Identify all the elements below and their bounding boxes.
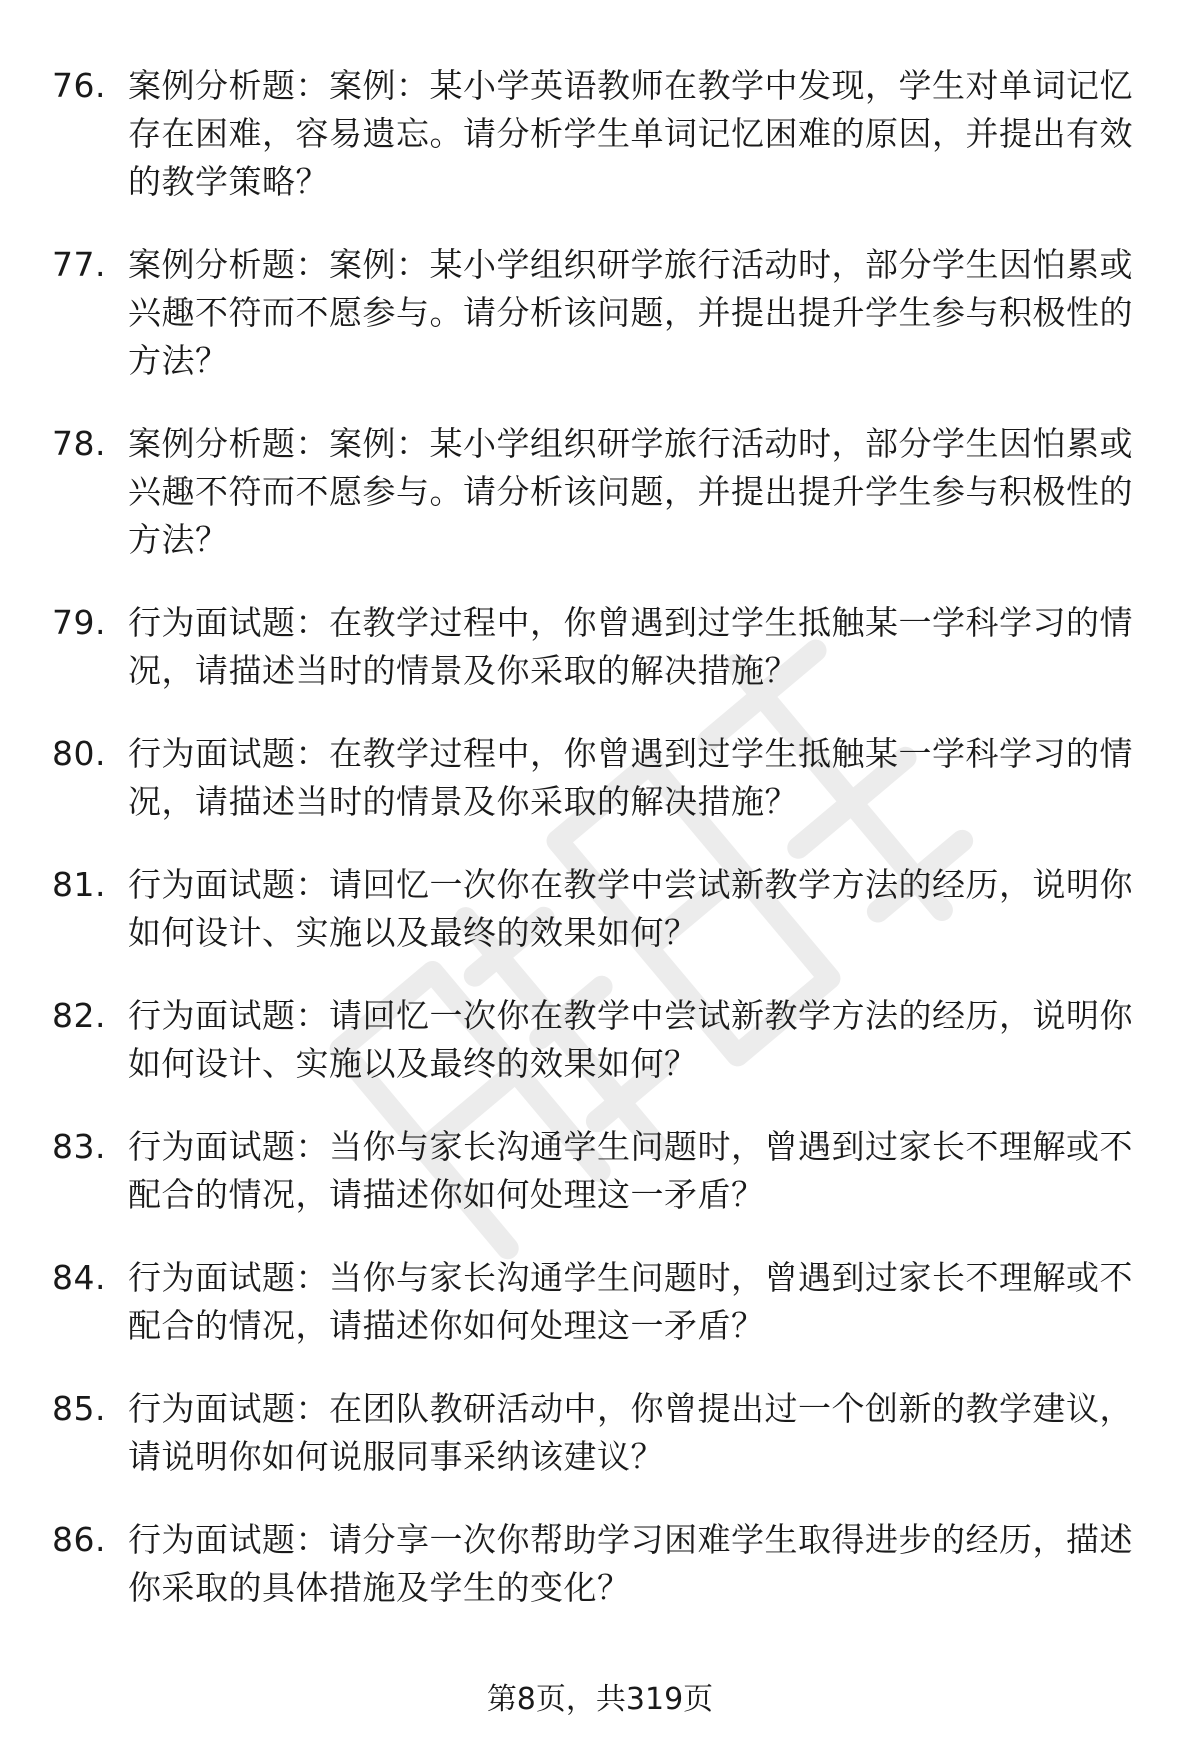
question-number: 85. — [52, 1389, 106, 1428]
question-item — [52, 1254, 1142, 1350]
question-text: 行为面试题：在教学过程中，你曾遇到过学生抵触某一学科学习的情况，请描述当时的情景及你采取的解决措施？ — [128, 603, 1133, 690]
question-number: 86. — [52, 1520, 106, 1559]
question-item — [52, 1516, 1142, 1612]
page-footer: 第8页，共319页 — [486, 1682, 714, 1717]
question-number: 82. — [52, 996, 106, 1035]
question-number: 81. — [52, 865, 106, 904]
question-item — [52, 992, 1142, 1088]
question-item — [52, 62, 1142, 206]
question-number: 78. — [52, 424, 106, 463]
question-text: 行为面试题：请回忆一次你在教学中尝试新教学方法的经历，说明你如何设计、实施以及最终的效果如何？ — [128, 865, 1133, 952]
question-number: 84. — [52, 1258, 106, 1297]
question-item — [52, 730, 1142, 826]
question-item — [52, 420, 1142, 564]
question-text: 案例分析题：案例：某小学组织研学旅行活动时，部分学生因怕累或兴趣不符而不愿参与。请分析该问题，并提出提升学生参与积极性的方法？ — [128, 245, 1133, 380]
question-text: 行为面试题：请回忆一次你在教学中尝试新教学方法的经历，说明你如何设计、实施以及最终的效果如何？ — [128, 996, 1133, 1083]
question-number: 77. — [52, 245, 106, 284]
question-text: 行为面试题：在团队教研活动中，你曾提出过一个创新的教学建议，请说明你如何说服同事采纳该建议？ — [128, 1389, 1133, 1476]
question-number: 79. — [52, 603, 106, 642]
question-text: 行为面试题：请分享一次你帮助学习困难学生取得进步的经历，描述你采取的具体措施及学生的变化？ — [128, 1520, 1133, 1607]
question-number: 80. — [52, 734, 106, 773]
question-item — [52, 241, 1142, 385]
question-list — [52, 62, 1142, 1647]
question-item — [52, 599, 1142, 695]
question-text: 案例分析题：案例：某小学组织研学旅行活动时，部分学生因怕累或兴趣不符而不愿参与。请分析该问题，并提出提升学生参与积极性的方法？ — [128, 424, 1133, 559]
question-text: 行为面试题：当你与家长沟通学生问题时，曾遇到过家长不理解或不配合的情况，请描述你如何处理这一矛盾？ — [128, 1258, 1133, 1345]
question-number: 83. — [52, 1127, 106, 1166]
question-text: 行为面试题：当你与家长沟通学生问题时，曾遇到过家长不理解或不配合的情况，请描述你如何处理这一矛盾？ — [128, 1127, 1133, 1214]
question-text: 案例分析题：案例：某小学英语教师在教学中发现，学生对单词记忆存在困难，容易遗忘。请分析学生单词记忆困难的原因，并提出有效的教学策略？ — [128, 66, 1133, 201]
question-item — [52, 1123, 1142, 1219]
question-text: 行为面试题：在教学过程中，你曾遇到过学生抵触某一学科学习的情况，请描述当时的情景及你采取的解决措施？ — [128, 734, 1133, 821]
question-number: 76. — [52, 66, 106, 105]
question-item — [52, 861, 1142, 957]
question-item — [52, 1385, 1142, 1481]
